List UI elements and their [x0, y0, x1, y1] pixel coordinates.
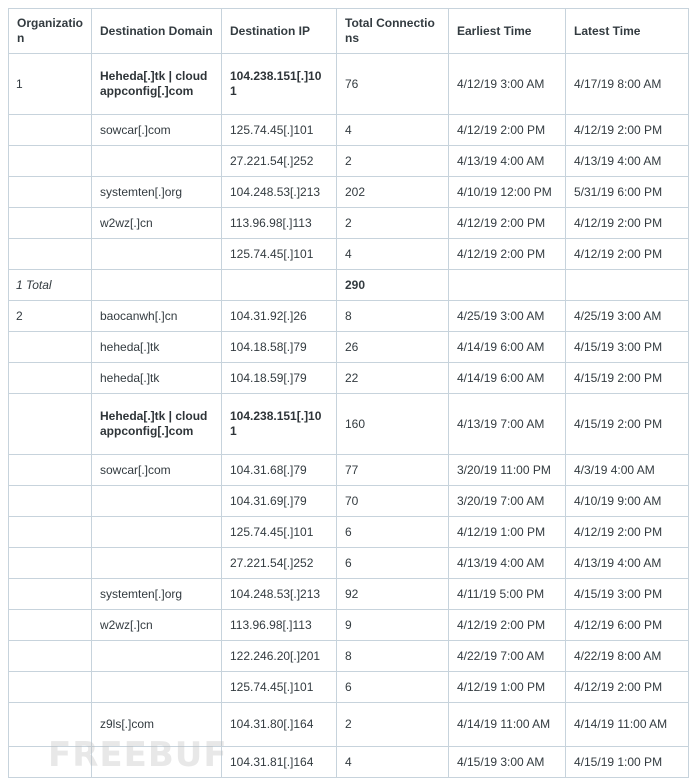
cell-organization	[9, 517, 92, 548]
cell-total-connections: 4	[337, 239, 449, 270]
cell-earliest-time: 4/22/19 7:00 AM	[449, 641, 566, 672]
cell-organization: 2	[9, 301, 92, 332]
cell-latest-time: 4/12/19 2:00 PM	[566, 115, 689, 146]
cell-total-connections: 6	[337, 548, 449, 579]
cell-destination-domain	[92, 146, 222, 177]
cell-latest-time: 4/22/19 8:00 AM	[566, 641, 689, 672]
cell-destination-ip: 113.96.98[.]113	[222, 610, 337, 641]
cell-destination-domain	[92, 486, 222, 517]
cell-latest-time: 4/15/19 1:00 PM	[566, 747, 689, 778]
cell-organization	[9, 672, 92, 703]
table-row	[9, 517, 689, 548]
cell-latest-time: 4/12/19 2:00 PM	[566, 208, 689, 239]
table-row	[9, 610, 689, 641]
cell-latest-time: 4/13/19 4:00 AM	[566, 146, 689, 177]
table-row	[9, 239, 689, 270]
cell-organization	[9, 579, 92, 610]
cell-earliest-time: 4/12/19 2:00 PM	[449, 208, 566, 239]
table-row	[9, 548, 689, 579]
cell-destination-ip: 104.31.69[.]79	[222, 486, 337, 517]
cell-total-connections: 6	[337, 672, 449, 703]
cell-organization	[9, 239, 92, 270]
table-row	[9, 455, 689, 486]
header-destination-ip: Destination IP	[222, 9, 337, 54]
cell-destination-domain: systemten[.]org	[92, 177, 222, 208]
cell-latest-time: 4/25/19 3:00 AM	[566, 301, 689, 332]
cell-destination-ip: 125.74.45[.]101	[222, 672, 337, 703]
cell-latest-time: 4/17/19 8:00 AM	[566, 54, 689, 115]
cell-earliest-time: 4/12/19 1:00 PM	[449, 672, 566, 703]
cell-destination-ip	[222, 270, 337, 301]
cell-earliest-time: 4/14/19 11:00 AM	[449, 703, 566, 747]
cell-earliest-time: 4/13/19 7:00 AM	[449, 394, 566, 455]
table-row	[9, 270, 689, 301]
cell-destination-domain: Heheda[.]tk | cloudappconfig[.]com	[92, 54, 222, 115]
cell-organization: 1	[9, 54, 92, 115]
cell-earliest-time: 4/25/19 3:00 AM	[449, 301, 566, 332]
cell-total-connections: 22	[337, 363, 449, 394]
cell-organization	[9, 486, 92, 517]
cell-destination-ip: 104.238.151[.]101	[222, 54, 337, 115]
cell-latest-time: 5/31/19 6:00 PM	[566, 177, 689, 208]
cell-total-connections: 70	[337, 486, 449, 517]
cell-organization	[9, 208, 92, 239]
table-row	[9, 208, 689, 239]
cell-organization	[9, 610, 92, 641]
cell-latest-time: 4/15/19 3:00 PM	[566, 579, 689, 610]
cell-earliest-time: 4/12/19 3:00 AM	[449, 54, 566, 115]
cell-latest-time: 4/12/19 2:00 PM	[566, 672, 689, 703]
table-row	[9, 641, 689, 672]
cell-destination-domain	[92, 641, 222, 672]
header-destination-domain: Destination Domain	[92, 9, 222, 54]
header-organization: Organization	[9, 9, 92, 54]
cell-total-connections: 290	[337, 270, 449, 301]
cell-organization	[9, 332, 92, 363]
header-earliest-time: Earliest Time	[449, 9, 566, 54]
cell-destination-domain: systemten[.]org	[92, 579, 222, 610]
cell-destination-ip: 122.246.20[.]201	[222, 641, 337, 672]
cell-total-connections: 76	[337, 54, 449, 115]
cell-total-connections: 2	[337, 703, 449, 747]
cell-earliest-time: 4/14/19 6:00 AM	[449, 332, 566, 363]
cell-total-connections: 92	[337, 579, 449, 610]
cell-destination-domain	[92, 672, 222, 703]
cell-total-connections: 202	[337, 177, 449, 208]
cell-total-connections: 4	[337, 115, 449, 146]
table-row	[9, 332, 689, 363]
cell-total-connections: 160	[337, 394, 449, 455]
cell-destination-domain: Heheda[.]tk | cloudappconfig[.]com	[92, 394, 222, 455]
cell-destination-ip: 104.238.151[.]101	[222, 394, 337, 455]
cell-destination-domain: w2wz[.]cn	[92, 610, 222, 641]
cell-total-connections: 8	[337, 301, 449, 332]
table-row	[9, 115, 689, 146]
cell-destination-ip: 27.221.54[.]252	[222, 146, 337, 177]
cell-earliest-time: 4/12/19 1:00 PM	[449, 517, 566, 548]
cell-organization	[9, 641, 92, 672]
cell-destination-ip: 104.31.68[.]79	[222, 455, 337, 486]
cell-destination-ip: 104.31.81[.]164	[222, 747, 337, 778]
table-row	[9, 394, 689, 455]
cell-latest-time: 4/3/19 4:00 AM	[566, 455, 689, 486]
cell-latest-time: 4/12/19 2:00 PM	[566, 517, 689, 548]
table-row	[9, 54, 689, 115]
cell-destination-ip: 125.74.45[.]101	[222, 115, 337, 146]
cell-organization	[9, 703, 92, 747]
cell-destination-ip: 104.248.53[.]213	[222, 177, 337, 208]
cell-earliest-time: 3/20/19 11:00 PM	[449, 455, 566, 486]
cell-earliest-time: 3/20/19 7:00 AM	[449, 486, 566, 517]
cell-destination-domain	[92, 548, 222, 579]
cell-destination-domain: sowcar[.]com	[92, 115, 222, 146]
cell-latest-time: 4/12/19 2:00 PM	[566, 239, 689, 270]
cell-latest-time: 4/15/19 2:00 PM	[566, 363, 689, 394]
cell-destination-domain: w2wz[.]cn	[92, 208, 222, 239]
cell-destination-domain	[92, 747, 222, 778]
cell-organization: 1 Total	[9, 270, 92, 301]
header-latest-time: Latest Time	[566, 9, 689, 54]
cell-total-connections: 6	[337, 517, 449, 548]
cell-destination-ip: 27.221.54[.]252	[222, 548, 337, 579]
cell-destination-ip: 104.31.92[.]26	[222, 301, 337, 332]
cell-earliest-time: 4/12/19 2:00 PM	[449, 239, 566, 270]
table-row	[9, 486, 689, 517]
header-total-connections: Total Connections	[337, 9, 449, 54]
cell-earliest-time: 4/12/19 2:00 PM	[449, 115, 566, 146]
cell-latest-time: 4/15/19 3:00 PM	[566, 332, 689, 363]
cell-organization	[9, 146, 92, 177]
cell-destination-domain	[92, 517, 222, 548]
cell-destination-ip: 113.96.98[.]113	[222, 208, 337, 239]
cell-latest-time: 4/10/19 9:00 AM	[566, 486, 689, 517]
cell-latest-time: 4/12/19 6:00 PM	[566, 610, 689, 641]
cell-destination-domain: heheda[.]tk	[92, 332, 222, 363]
cell-destination-domain: baocanwh[.]cn	[92, 301, 222, 332]
cell-total-connections: 2	[337, 208, 449, 239]
freebuf-watermark: FREEBUF	[48, 735, 228, 775]
cell-destination-ip: 104.18.59[.]79	[222, 363, 337, 394]
table-header-row	[9, 9, 689, 54]
cell-earliest-time: 4/10/19 12:00 PM	[449, 177, 566, 208]
cell-earliest-time: 4/12/19 2:00 PM	[449, 610, 566, 641]
cell-organization	[9, 455, 92, 486]
table-row	[9, 672, 689, 703]
cell-latest-time: 4/13/19 4:00 AM	[566, 548, 689, 579]
cell-latest-time: 4/14/19 11:00 AM	[566, 703, 689, 747]
table-row	[9, 579, 689, 610]
cell-total-connections: 8	[337, 641, 449, 672]
cell-latest-time	[566, 270, 689, 301]
table-row	[9, 747, 689, 778]
cell-organization	[9, 363, 92, 394]
cell-destination-ip: 104.18.58[.]79	[222, 332, 337, 363]
cell-organization	[9, 548, 92, 579]
cell-total-connections: 2	[337, 146, 449, 177]
cell-destination-domain	[92, 270, 222, 301]
cell-earliest-time: 4/13/19 4:00 AM	[449, 146, 566, 177]
cell-earliest-time: 4/11/19 5:00 PM	[449, 579, 566, 610]
table-row	[9, 301, 689, 332]
table-row	[9, 146, 689, 177]
cell-destination-domain: sowcar[.]com	[92, 455, 222, 486]
cell-earliest-time	[449, 270, 566, 301]
cell-total-connections: 77	[337, 455, 449, 486]
cell-destination-ip: 104.248.53[.]213	[222, 579, 337, 610]
cell-organization	[9, 394, 92, 455]
cell-destination-ip: 125.74.45[.]101	[222, 239, 337, 270]
cell-destination-ip: 125.74.45[.]101	[222, 517, 337, 548]
table-row	[9, 177, 689, 208]
cell-total-connections: 26	[337, 332, 449, 363]
cell-earliest-time: 4/13/19 4:00 AM	[449, 548, 566, 579]
table-row	[9, 703, 689, 747]
connections-table	[8, 8, 689, 778]
cell-earliest-time: 4/14/19 6:00 AM	[449, 363, 566, 394]
cell-organization	[9, 115, 92, 146]
cell-organization	[9, 177, 92, 208]
cell-destination-domain: heheda[.]tk	[92, 363, 222, 394]
cell-destination-ip: 104.31.80[.]164	[222, 703, 337, 747]
cell-organization	[9, 747, 92, 778]
cell-total-connections: 4	[337, 747, 449, 778]
cell-earliest-time: 4/15/19 3:00 AM	[449, 747, 566, 778]
cell-destination-domain	[92, 239, 222, 270]
cell-latest-time: 4/15/19 2:00 PM	[566, 394, 689, 455]
table-row	[9, 363, 689, 394]
cell-destination-domain: z9ls[.]com	[92, 703, 222, 747]
cell-total-connections: 9	[337, 610, 449, 641]
